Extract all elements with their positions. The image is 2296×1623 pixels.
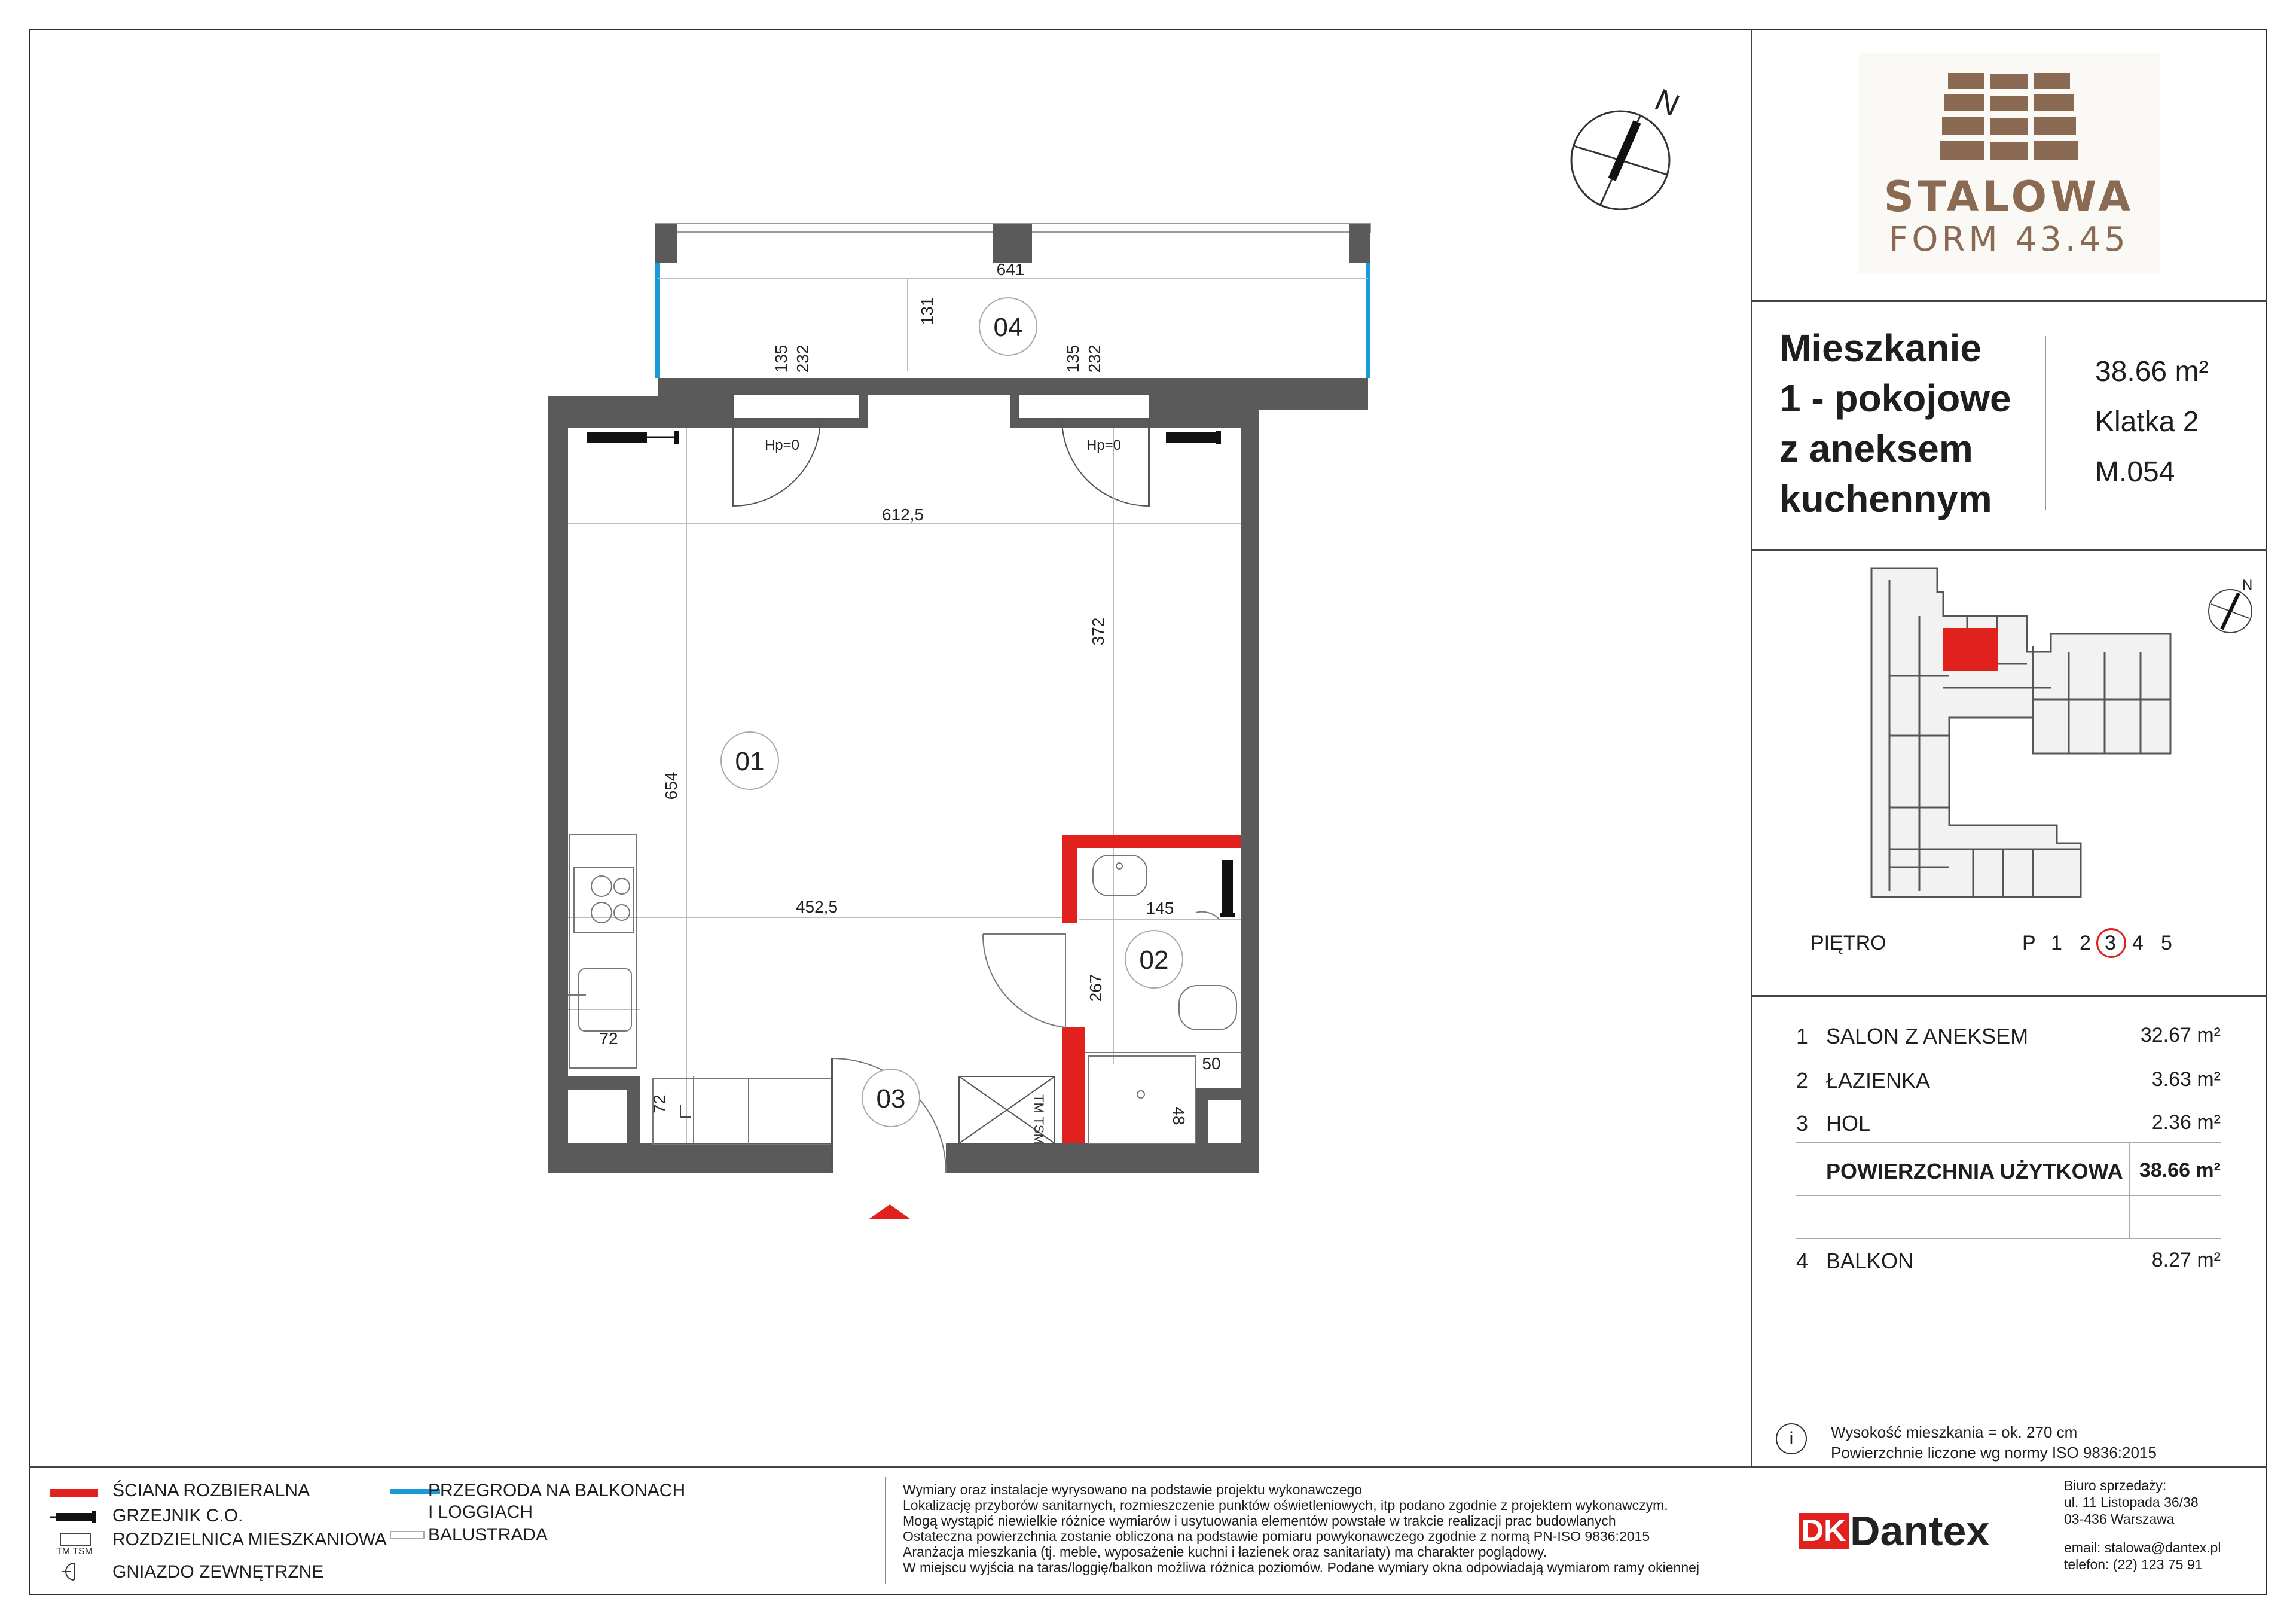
floor-label: PIĘTRO [1810,932,1886,954]
dim-window-right-bottom: 232 [1085,344,1104,373]
legend-removable-wall: ŚCIANA ROZBIERALNA [112,1481,310,1500]
distribution-board-sublabel: TM TSM [56,1546,93,1557]
door-right-threshold: Hp=0 [1086,437,1122,453]
outdoor-socket-icon [60,1561,90,1585]
info-line-2: Powierzchnie liczone wg normy ISO 9836:2015 [1831,1444,2157,1462]
divider-logo [1751,300,2267,302]
room-1-area: 32.67 m² [2140,1024,2221,1047]
legend-distribution-board: ROZDZIELNICA MIESZKANIOWA [112,1530,387,1549]
legend-partition-line1: PRZEGRODA NA BALKONACH [428,1481,686,1500]
radiator-bathroom [1220,860,1235,917]
room-label-01: 01 [735,747,765,776]
balcony-area: 8.27 m² [2151,1249,2221,1271]
north-label: N [1650,82,1685,124]
info-line-1: Wysokość mieszkania = ok. 270 cm [1831,1423,2078,1441]
distribution-board-label: TM TSM [1031,1094,1046,1145]
dim-kitchen-line: 452,5 [795,898,838,916]
entrance-arrow-icon [869,1204,910,1219]
apartment-info [2095,347,2208,498]
room-label-04: 04 [993,313,1023,342]
apartment-area: 38.66 m² [2095,356,2209,388]
door-left-threshold: Hp=0 [764,437,800,453]
dim-bath-width: 145 [1146,899,1174,917]
table-line-1 [1796,1142,2221,1143]
disclaimer-bar [885,1477,886,1584]
apartment-unit: M.054 [2095,456,2175,488]
sales-office-line-2: ul. 11 Listopada 36/38 [2064,1494,2199,1510]
sales-office-line-1: Biuro sprzedaży: [2064,1478,2167,1493]
disclaimer-line-1: Wymiary oraz instalacje wyrysowano na podstawie projektu wykonawczego [903,1482,1363,1497]
usable-area-value: 38.66 m² [2139,1159,2221,1182]
balustrade-icon [390,1531,425,1539]
logo-mark-icon [1858,65,2160,184]
kitchen-counter [568,835,832,1145]
dim-shower-small: 50 [1202,1054,1221,1073]
room-3-no: 3 [1796,1111,1809,1136]
title-line-4: kuchennym [1779,477,1992,520]
distribution-board-icon [60,1533,91,1546]
floor-button-3[interactable]: 3 [2105,932,2116,954]
usable-area-label: POWIERZCHNIA UŻYTKOWA [1826,1159,2123,1183]
svg-text:N: N [2242,577,2253,593]
title-line-2: 1 - pokojowe [1779,377,2011,420]
legend-radiator: GRZEJNIK C.O. [112,1506,243,1526]
table-line-3 [1796,1238,2221,1239]
floor-button-p[interactable]: P [2022,932,2036,954]
dim-room-depth-left: 654 [662,771,680,800]
disclaimer-line-2: Lokalizację przyborów sanitarnych, rozmieszczenie punktów oświetleniowych, itp podano zgodnie z projektem wykonawczym. [903,1497,1668,1513]
info-icon: i [1776,1423,1807,1454]
floor-button-5[interactable]: 5 [2161,932,2172,954]
legend-partition-line2: I LOGGIACH [428,1502,533,1522]
room-1-name: SALON Z ANEKSEM [1826,1024,2029,1048]
radiator-icon [50,1508,98,1526]
dim-counter-depth-small: 72 [650,1094,668,1113]
dim-window-left-top: 135 [772,344,790,373]
legend-outdoor-socket: GNIAZDO ZEWNĘTRZNE [112,1562,324,1582]
dim-bath-depth: 267 [1086,974,1105,1002]
dim-shower-depth: 48 [1170,1106,1188,1125]
dim-balcony-width: 641 [996,260,1025,279]
dim-room-depth-right: 372 [1089,617,1107,646]
room-3-name: HOL [1826,1111,1871,1136]
disclaimer-line-5: Aranżacja mieszkania (tj. meble, wyposażenie kuchni i łazienek oraz sanitariaty) ma charakter poglądowy. [903,1544,1547,1560]
divider-footer [29,1466,2267,1468]
disclaimer [903,1482,1752,1575]
title-line-3: z aneksem [1779,427,1973,470]
header-split [2045,336,2046,510]
red-wall-icon [50,1489,98,1497]
disclaimer-line-6: W miejscu wyjścia na taras/loggię/balkon możliwa różnica poziomów. Podane wymiary okna odpowiadają wymiarom ramy okiennej [903,1560,1700,1575]
sales-office [2064,1477,2221,1573]
dim-window-left-bottom: 232 [793,344,812,373]
logo [1858,53,2160,274]
balcony-name: BALKON [1826,1249,1914,1273]
bathroom-door[interactable] [983,934,1065,1027]
dim-counter-depth: 72 [599,1029,618,1048]
disclaimer-line-4: Ostateczna powierzchnia zostanie obliczona na podstawie pomiaru powykonawczego zgodnie z normą PN-ISO 9836:2015 [903,1529,1650,1544]
divider-header [1751,549,2267,551]
dim-balcony-depth: 131 [918,297,936,325]
sales-office-line-3: 03-436 Warszawa [2064,1511,2175,1527]
room-2-area: 3.63 m² [2151,1068,2221,1091]
room-3-area: 2.36 m² [2151,1111,2221,1134]
balcony-no: 4 [1796,1249,1809,1273]
room-1-no: 1 [1796,1024,1809,1048]
dim-window-right-top: 135 [1064,344,1082,373]
floor-button-2[interactable]: 2 [2080,932,2091,954]
divider-floors [1751,995,2267,997]
title-line-1: Mieszkanie [1779,327,1981,370]
apartment-title [1779,323,2037,524]
panel-divider [1751,29,1752,1466]
logo-name-line2: FORM 43.45 [1889,220,2129,259]
key-plan-apartment-marker [1943,628,1998,671]
sales-email[interactable]: email: stalowa@dantex.pl [2064,1540,2221,1555]
room-label-02: 02 [1139,945,1169,975]
room-2-name: ŁAZIENKA [1826,1068,1931,1093]
table-vline [2129,1142,2130,1239]
logo-name-line1: STALOWA [1883,172,2135,221]
room-label-03: 03 [876,1084,906,1113]
floor-button-1[interactable]: 1 [2051,932,2062,954]
radiator-left [587,431,679,444]
disclaimer-line-3: Mogą wystąpić niewielkie różnice wymiarów i usytuowania elementów powstałe w trakcie realizacji prac budowlanych [903,1513,1616,1529]
floor-button-4[interactable]: 4 [2132,932,2144,954]
developer-name: Dantex [1850,1508,1990,1554]
compass-icon [1571,83,1684,209]
dantex-logo-mark-icon: DK [1799,1513,1849,1549]
room-2-no: 2 [1796,1068,1809,1093]
key-plan-compass-icon [2209,577,2252,633]
dim-room-width: 612,5 [881,505,924,524]
key-plan [1854,556,2260,939]
sales-phone[interactable]: telefon: (22) 123 75 91 [2064,1557,2203,1572]
legend-balustrade: BALUSTRADA [428,1525,548,1545]
radiator-right [1166,431,1221,444]
table-line-2 [1796,1195,2221,1196]
apartment-staircase: Klatka 2 [2095,406,2199,438]
